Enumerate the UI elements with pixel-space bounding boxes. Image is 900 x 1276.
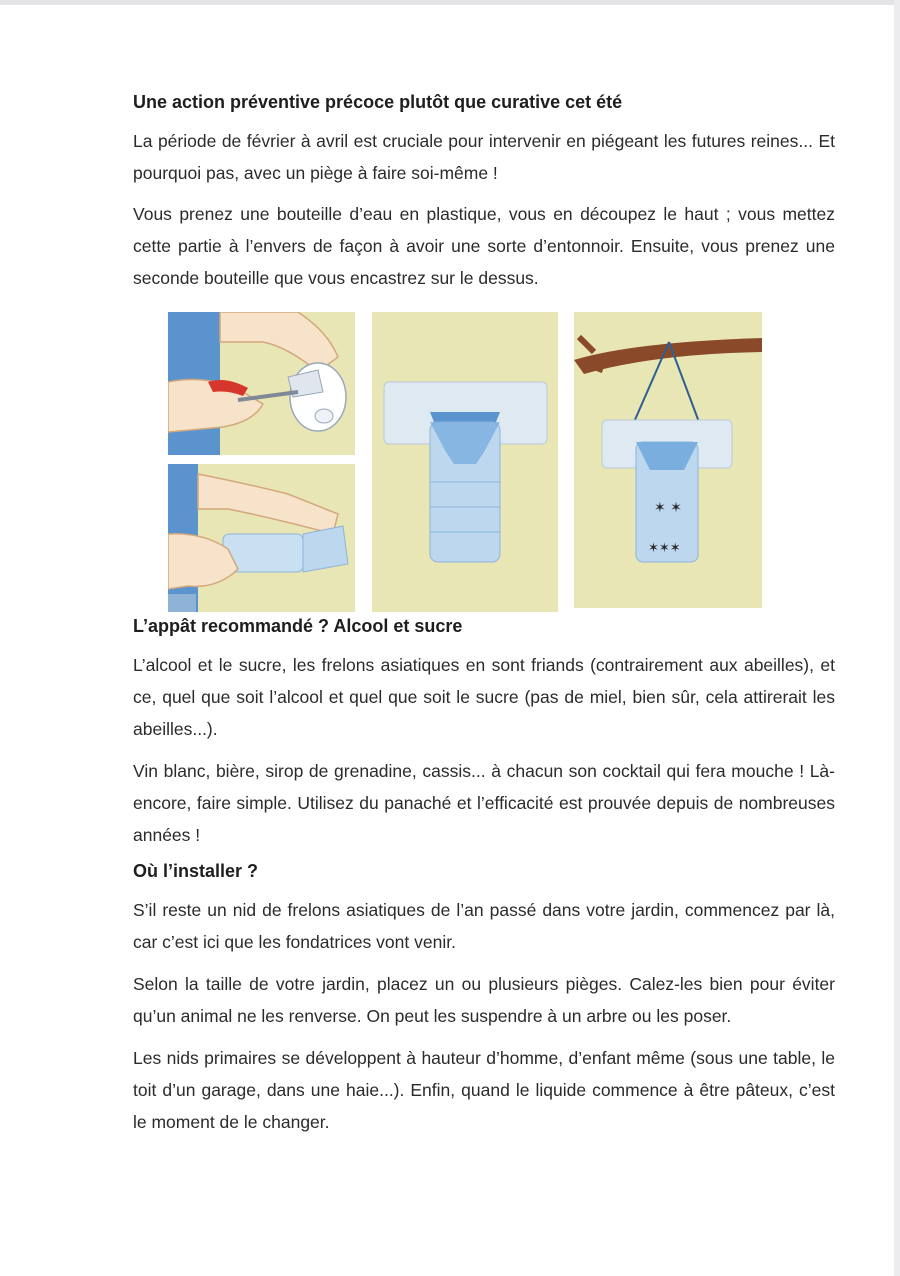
trap-illustration-figure xyxy=(168,312,762,612)
cutting-bottle-illustration xyxy=(168,312,355,455)
document-body xyxy=(133,92,835,1138)
hanging-trap-illustration xyxy=(574,312,762,608)
paragraph: Selon la taille de votre jardin, placez un ou plusieurs pièges. Calez-les bien pour éviter qu’un animal ne les renverse. On peut les suspendre à un arbre ou les poser. xyxy=(133,974,835,1026)
assembled-trap-illustration xyxy=(372,312,558,612)
paragraph: S’il reste un nid de frelons asiatiques de l’an passé dans votre jardin, commencez par là, car c’est ici que les fondatrices vont venir. xyxy=(133,900,835,952)
section-heading-location: Où l’installer ? xyxy=(133,861,259,881)
section-heading-prevention: Une action préventive précoce plutôt que curative cet été xyxy=(133,92,623,112)
svg-text:✶ ✶: ✶ ✶ xyxy=(654,500,682,516)
inserting-funnel-illustration xyxy=(168,464,355,612)
paragraph: Les nids primaires se développent à hauteur d’homme, d’enfant même (sous une table, le toit d’un garage, dans une haie...). Enfin, quand le liquide commence à être pâteux, c’est le moment de le changer. xyxy=(133,1048,835,1132)
paragraph: Vin blanc, bière, sirop de grenadine, cassis... à chacun son cocktail qui fera mouche ! Là-encore, faire simple. Utilisez du panaché et l’efficacité est prouvée depuis de nombreuses années ! xyxy=(133,761,835,845)
paragraph: La période de février à avril est cruciale pour intervenir en piégeant les futures reines... Et pourquoi pas, avec un piège à faire soi-même ! xyxy=(133,131,835,183)
section-heading-bait: L’appât recommandé ? Alcool et sucre xyxy=(133,616,463,636)
scan-edge-right xyxy=(894,0,900,1276)
paragraph: Vous prenez une bouteille d’eau en plastique, vous en découpez le haut ; vous mettez cette partie à l’envers de façon à avoir une sorte d’entonnoir. Ensuite, vous prenez une seconde bouteille que vous encastrez sur le dessus. xyxy=(133,204,835,288)
paragraph: L’alcool et le sucre, les frelons asiatiques en sont friands (contrairement aux abeilles), et ce, quel que soit l’alcool et quel que soit le sucre (pas de miel, bien sûr, cela attirerait les abeilles...). xyxy=(133,655,835,739)
svg-text:✶✶✶: ✶✶✶ xyxy=(648,541,681,556)
scan-edge-top xyxy=(0,0,900,5)
